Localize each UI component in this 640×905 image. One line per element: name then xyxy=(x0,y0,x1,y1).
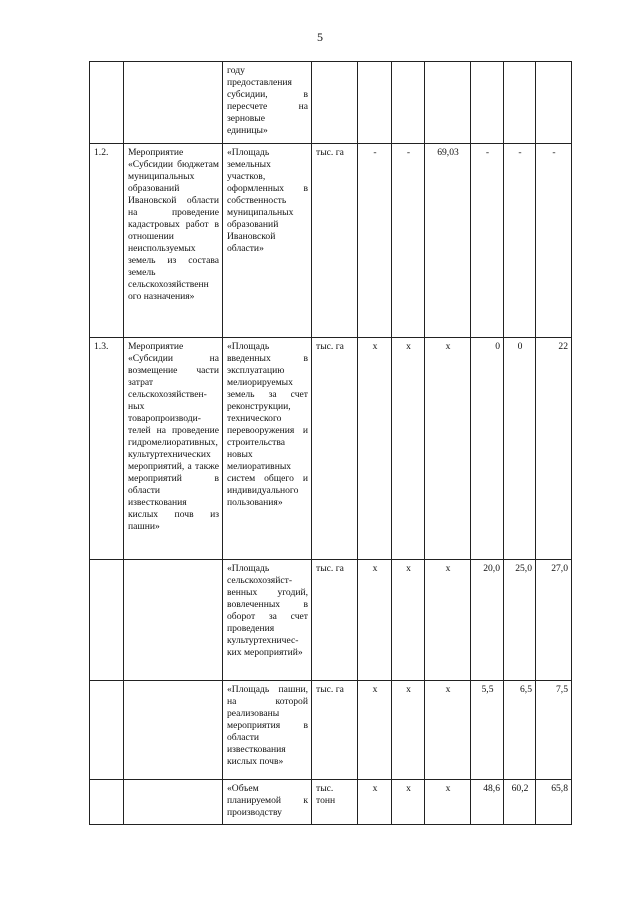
table-row xyxy=(90,560,572,681)
value-cell xyxy=(471,62,504,144)
event-cell: Мероприятие «Субсидии на возмещение части затрат сельскохозяйственных товаропроизводителей на проведение гидромелиоративных, культуртехнических мероприятий, а также мероприятий в области известкования кислых почв из пашни» xyxy=(124,338,223,560)
value-cell: 0 xyxy=(471,338,504,560)
unit-cell: тыс. га xyxy=(312,338,358,560)
value-cell: х xyxy=(425,681,471,780)
unit-cell: тыс. га xyxy=(312,560,358,681)
row-number-cell xyxy=(90,62,124,144)
table-row xyxy=(90,62,572,144)
row-number-cell xyxy=(90,681,124,780)
value-cell: х xyxy=(392,780,425,825)
value-cell: - xyxy=(471,144,504,338)
value-cell xyxy=(392,62,425,144)
indicator-cell: году предоставления субсидии, в пересчете на зерновые единицы» xyxy=(223,62,312,144)
value-cell: х xyxy=(392,560,425,681)
indicators-table xyxy=(89,61,572,825)
event-cell xyxy=(124,62,223,144)
row-number-cell xyxy=(90,560,124,681)
value-cell xyxy=(425,62,471,144)
value-cell: х xyxy=(358,560,392,681)
value-cell: - xyxy=(504,144,536,338)
value-cell: - xyxy=(392,144,425,338)
value-cell: 22 xyxy=(536,338,572,560)
indicator-cell: «Площадь сельскохозяйственных угодий, вовлеченных в оборот за счет проведения культуртехнических мероприятий» xyxy=(223,560,312,681)
unit-cell: тыс. га xyxy=(312,144,358,338)
value-cell: 5,5 xyxy=(471,681,504,780)
value-cell: 25,0 xyxy=(504,560,536,681)
row-number-cell: 1.2. xyxy=(90,144,124,338)
value-cell: 60,2 xyxy=(504,780,536,825)
value-cell: 6,5 xyxy=(504,681,536,780)
row-number-cell: 1.3. xyxy=(90,338,124,560)
value-cell: - xyxy=(358,144,392,338)
value-cell: х xyxy=(425,560,471,681)
value-cell: 27,0 xyxy=(536,560,572,681)
value-cell: 0 xyxy=(504,338,536,560)
value-cell: х xyxy=(425,338,471,560)
event-cell: Мероприятие «Субсидии бюджетам муниципальных образований Ивановской области на проведение кадастровых работ в отношении неиспользуемых земель из состава земель сельскохозяйственн ого назначения» xyxy=(124,144,223,338)
value-cell: 48,6 xyxy=(471,780,504,825)
value-cell: х xyxy=(392,681,425,780)
indicator-cell: «Площадь земельных участков, оформленных в собственность муниципальных образований Ивановской области» xyxy=(223,144,312,338)
value-cell: - xyxy=(536,144,572,338)
row-number-cell xyxy=(90,780,124,825)
value-cell: 69,03 xyxy=(425,144,471,338)
value-cell: 7,5 xyxy=(536,681,572,780)
unit-cell xyxy=(312,62,358,144)
unit-cell: тыс. тонн xyxy=(312,780,358,825)
value-cell: 20,0 xyxy=(471,560,504,681)
table-row xyxy=(90,144,572,338)
table-row xyxy=(90,780,572,825)
event-cell xyxy=(124,681,223,780)
indicator-cell: «Площадь пашни, на которой реализованы мероприятия в области известкования кислых почв» xyxy=(223,681,312,780)
page-number: 5 xyxy=(317,30,323,44)
table-row xyxy=(90,681,572,780)
value-cell: 65,8 xyxy=(536,780,572,825)
table-row xyxy=(90,338,572,560)
value-cell xyxy=(536,62,572,144)
value-cell: х xyxy=(392,338,425,560)
value-cell xyxy=(358,62,392,144)
value-cell: х xyxy=(425,780,471,825)
value-cell xyxy=(504,62,536,144)
value-cell: х xyxy=(358,780,392,825)
indicator-cell: «Объем планируемой к производству xyxy=(223,780,312,825)
value-cell: х xyxy=(358,681,392,780)
event-cell xyxy=(124,560,223,681)
value-cell: х xyxy=(358,338,392,560)
unit-cell: тыс. га xyxy=(312,681,358,780)
indicator-cell: «Площадь введенных в эксплуатацию мелиорируемых земель за счет реконструкции, технического перевооружения и строительства новых мелиоративных систем общего и индивидуального пользования» xyxy=(223,338,312,560)
event-cell xyxy=(124,780,223,825)
